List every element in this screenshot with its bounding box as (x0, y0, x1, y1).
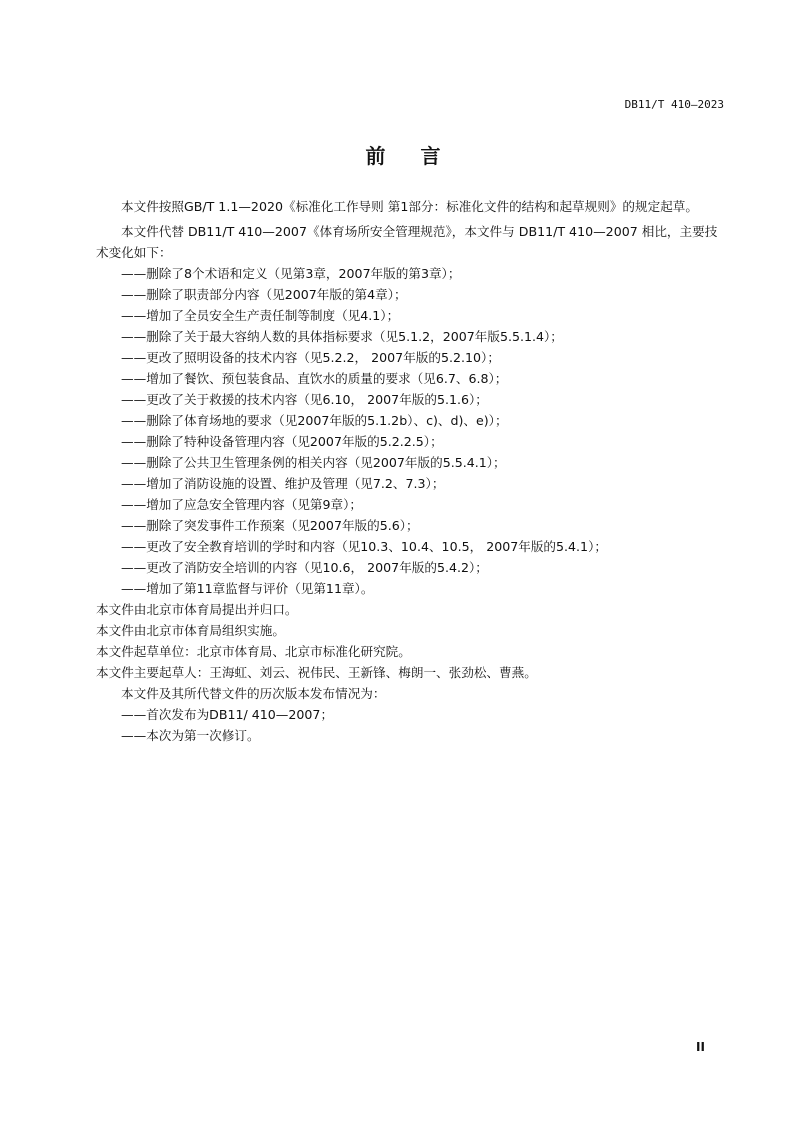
list-item: ——本次为第一次修订。 (121, 728, 260, 743)
intro-paragraph: 本文件按照GB/T 1.1—2020《标准化工作导则 第1部分：标准化文件的结构和起草规则》的规定起草。 (121, 199, 698, 214)
statement: 本文件由北京市体育局提出并归口。 (96, 602, 298, 617)
statement: 本文件起草单位：北京市体育局、北京市标准化研究院。 (96, 644, 411, 659)
document-number: DB11/T 410—2023 (624, 98, 724, 111)
foreword-body (96, 196, 728, 746)
list-item: ——删除了关于最大容纳人数的具体指标要求（见5.1.2，2007年版5.5.1.4）； (121, 329, 563, 344)
list-item: ——增加了餐饮、预包装食品、直饮水的质量的要求（见6.7、6.8）； (121, 371, 508, 386)
list-item: ——增加了应急安全管理内容（见第9章）； (121, 497, 362, 512)
page-title: 前 言 (365, 144, 455, 168)
list-item: ——删除了职责部分内容（见2007年版的第4章）； (121, 287, 407, 302)
list-item: ——删除了体育场地的要求（见2007年版的5.1.2b）、c)、d)、e)）； (121, 413, 508, 428)
history-intro: 本文件及其所代替文件的历次版本发布情况为： (121, 686, 386, 701)
list-item: ——更改了照明设备的技术内容（见5.2.2， 2007年版的5.2.10）； (121, 350, 500, 365)
intro-paragraph: 本文件代替 DB11/T 410—2007《体育场所安全管理规范》，本文件与 DB11/T 410—2007 相比，主要技术变化如下： (96, 224, 718, 260)
list-item: ——删除了特种设备管理内容（见2007年版的5.2.2.5）； (121, 434, 443, 449)
page-number: II (696, 1040, 705, 1054)
list-item: ——删除了公共卫生管理条例的相关内容（见2007年版的5.5.4.1）； (121, 455, 506, 470)
list-item: ——更改了关于救援的技术内容（见6.10， 2007年版的5.1.6）； (121, 392, 488, 407)
statement: 本文件由北京市体育局组织实施。 (96, 623, 285, 638)
list-item: ——更改了消防安全培训的内容（见10.6， 2007年版的5.4.2）； (121, 560, 488, 575)
list-item: ——更改了安全教育培训的学时和内容（见10.3、10.4、10.5， 2007年版的5.4.1）； (121, 539, 607, 554)
list-item: ——增加了全员安全生产责任制等制度（见4.1）； (121, 308, 400, 323)
list-item: ——删除了8个术语和定义（见第3章，2007年版的第3章）； (121, 266, 461, 281)
list-item: ——增加了消防设施的设置、维护及管理（见7.2、7.3）； (121, 476, 445, 491)
list-item: ——首次发布为DB11/ 410—2007； (121, 707, 334, 722)
list-item: ——删除了突发事件工作预案（见2007年版的5.6）； (121, 518, 419, 533)
list-item: ——增加了第11章监督与评价（见第11章）。 (121, 581, 374, 596)
changes-list (96, 263, 728, 599)
statement: 本文件主要起草人：王海虹、刘云、祝伟民、王新锋、梅朗一、张劲松、曹燕。 (96, 665, 537, 680)
